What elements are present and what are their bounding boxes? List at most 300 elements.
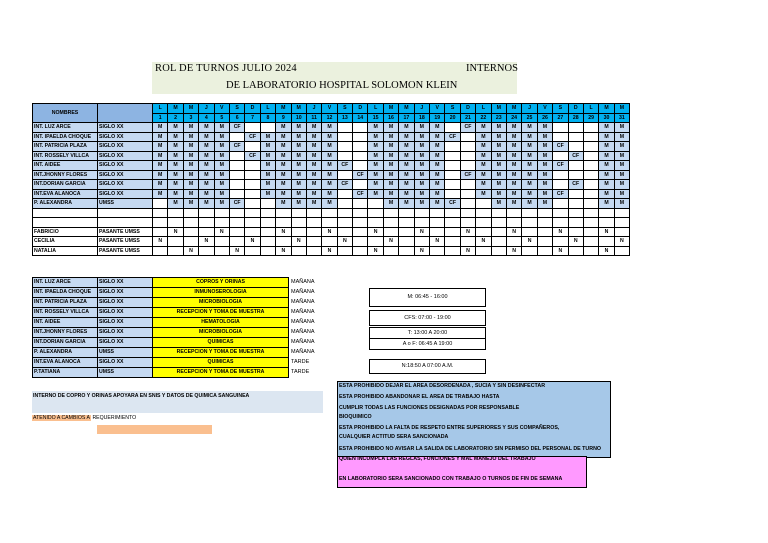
shift-cell: N: [614, 237, 629, 247]
shift-cell: [445, 170, 460, 180]
shift-cell: [383, 218, 398, 228]
shift-cell: [460, 132, 475, 142]
shift-cell: [260, 218, 275, 228]
schedule-row: [33, 237, 630, 247]
shift-cell: CF: [568, 151, 583, 161]
day-number: 27: [553, 113, 568, 123]
shift-cell: M: [599, 123, 614, 133]
shift-cell: [399, 237, 414, 247]
shift-cell: [553, 123, 568, 133]
day-number: 14: [353, 113, 368, 123]
shift-cell: [460, 180, 475, 190]
shift-m: M: 06:45 - 16:00: [369, 288, 486, 307]
shift-cell: [291, 227, 306, 237]
shift-cell: M: [476, 142, 491, 152]
shift-cell: M: [506, 180, 521, 190]
shift-cell: [337, 151, 352, 161]
shift-cell: M: [322, 123, 337, 133]
day-number: 16: [383, 113, 398, 123]
shift-cell: [276, 218, 291, 228]
day-letter: D: [353, 104, 368, 114]
day-number: 12: [322, 113, 337, 123]
shift-cell: [383, 227, 398, 237]
shift-cell: CF: [353, 189, 368, 199]
assignment-inst: SIGLO XX: [98, 358, 153, 368]
row-inst: PASANTE UMSS: [98, 237, 153, 247]
day-letter: M: [183, 104, 198, 114]
shift-cell: [168, 246, 183, 256]
page-title: ROL DE TURNOS JULIO 2024: [155, 63, 297, 74]
shift-cell: M: [491, 170, 506, 180]
shift-cell: [183, 208, 198, 218]
shift-cell: N: [460, 246, 475, 256]
shift-cell: N: [322, 246, 337, 256]
shift-cell: M: [430, 161, 445, 171]
day-letter: M: [168, 104, 183, 114]
shift-cell: [553, 170, 568, 180]
shift-cell: M: [414, 151, 429, 161]
shift-cell: [199, 218, 214, 228]
shift-cell: M: [214, 161, 229, 171]
shift-cell: M: [183, 132, 198, 142]
assignment-name: INT. ROSSELY VILLCA: [33, 308, 98, 318]
shift-cell: [260, 227, 275, 237]
shift-cell: CF: [553, 189, 568, 199]
shift-cell: M: [491, 199, 506, 209]
shift-cell: [276, 208, 291, 218]
shift-cell: [229, 132, 244, 142]
shift-cell: M: [537, 142, 552, 152]
shift-cell: [306, 246, 321, 256]
shift-cell: M: [291, 151, 306, 161]
shift-cell: [229, 161, 244, 171]
shift-cell: [445, 218, 460, 228]
assignment-area: RECEPCION Y TOMA DE MUESTRA: [153, 368, 289, 378]
shift-cell: [445, 142, 460, 152]
row-inst: [98, 208, 153, 218]
shift-cell: M: [368, 123, 383, 133]
day-letter: L: [583, 104, 598, 114]
shift-cell: [445, 189, 460, 199]
shift-cell: [260, 246, 275, 256]
rule-3: CUMPLIR TODAS LAS FUNCIONES DESIGNADAS POR RESPONSABLE: [339, 405, 520, 411]
shift-cell: [522, 208, 537, 218]
row-name: INT. IPAELDA CHOQUE: [33, 132, 98, 142]
assignment-name: P. ALEXANDRA: [33, 348, 98, 358]
shift-cell: N: [460, 227, 475, 237]
shift-cell: N: [553, 246, 568, 256]
shift-cell: M: [414, 189, 429, 199]
shift-cell: M: [168, 132, 183, 142]
shift-cell: M: [276, 132, 291, 142]
shift-cell: [245, 180, 260, 190]
shift-n: N:18:50 A 07:00 A.M.: [369, 359, 486, 374]
shift-cell: M: [291, 199, 306, 209]
shift-cell: [460, 151, 475, 161]
shift-cell: [491, 237, 506, 247]
shift-cell: M: [491, 123, 506, 133]
schedule-row: [33, 199, 630, 209]
row-name: INT. ROSSELY VILLCA: [33, 151, 98, 161]
shift-cell: M: [368, 142, 383, 152]
shift-cell: M: [260, 170, 275, 180]
shift-cell: M: [183, 189, 198, 199]
shift-cell: [445, 227, 460, 237]
shift-cell: N: [183, 246, 198, 256]
day-letter: M: [276, 104, 291, 114]
shift-cell: [522, 227, 537, 237]
shift-cell: M: [383, 161, 398, 171]
shift-cell: CF: [229, 142, 244, 152]
shift-cell: M: [599, 199, 614, 209]
assignment-area: RECEPCION Y TOMA DE MUESTRA: [153, 308, 289, 318]
shift-cell: M: [183, 161, 198, 171]
shift-cell: [568, 189, 583, 199]
shift-cell: N: [383, 237, 398, 247]
shift-cell: M: [506, 123, 521, 133]
shift-cell: CF: [245, 151, 260, 161]
schedule-row: [33, 142, 630, 152]
shift-cell: N: [506, 227, 521, 237]
shift-cell: M: [476, 180, 491, 190]
shift-cell: M: [537, 123, 552, 133]
row-name: INT.DORIAN GARCIA: [33, 180, 98, 190]
shift-cell: [583, 246, 598, 256]
shift-cell: M: [614, 123, 629, 133]
assignment-name: P.TATIANA: [33, 368, 98, 378]
row-name: P. ALEXANDRA: [33, 199, 98, 209]
schedule-row: [33, 246, 630, 256]
page-subtitle: DE LABORATORIO HOSPITAL SOLOMON KLEIN: [226, 80, 458, 91]
shift-cell: M: [214, 151, 229, 161]
shift-cell: M: [368, 161, 383, 171]
assignment-area: QUIMICAS: [153, 358, 289, 368]
shift-cell: [153, 227, 168, 237]
assignment-turno: MAÑANA: [291, 289, 315, 295]
shift-cell: [260, 123, 275, 133]
shift-cell: [445, 123, 460, 133]
shift-cell: [383, 246, 398, 256]
shift-cell: [353, 161, 368, 171]
assignment-row: [33, 318, 339, 328]
shift-cell: M: [199, 123, 214, 133]
shift-cell: [506, 208, 521, 218]
shift-cell: M: [322, 189, 337, 199]
shift-cell: [153, 208, 168, 218]
shift-cell: CF: [245, 132, 260, 142]
shift-cell: M: [153, 161, 168, 171]
shift-cell: M: [491, 180, 506, 190]
shift-cell: M: [153, 180, 168, 190]
shift-cell: [276, 237, 291, 247]
shift-cell: [229, 208, 244, 218]
shift-cell: M: [276, 199, 291, 209]
shift-cell: [537, 246, 552, 256]
shift-cell: M: [506, 151, 521, 161]
shift-cell: M: [199, 199, 214, 209]
shift-cell: M: [599, 161, 614, 171]
row-inst: SIGLO XX: [98, 142, 153, 152]
shift-cell: M: [430, 180, 445, 190]
shift-cell: M: [491, 189, 506, 199]
shift-t: T: 13:00 A 20:00: [369, 327, 486, 339]
shift-cell: N: [322, 227, 337, 237]
day-number: 29: [583, 113, 598, 123]
day-number: 9: [276, 113, 291, 123]
shift-cell: N: [414, 246, 429, 256]
rule-9: EN LABORATORIO SERA SANCIONADO CON TRABAJO O TURNOS DE FIN DE SEMANA: [339, 476, 563, 482]
day-letter: M: [491, 104, 506, 114]
row-inst: SIGLO XX: [98, 161, 153, 171]
shift-cell: [430, 246, 445, 256]
shift-cell: M: [614, 170, 629, 180]
shift-cell: [414, 237, 429, 247]
assignment-name: INT. PATRICIA PLAZA: [33, 298, 98, 308]
shift-cell: M: [476, 151, 491, 161]
copro-note: INTERNO DE COPRO Y ORINAS APOYARA EN SNIS Y DATOS DE QUIMICA SANGUINEA: [32, 391, 323, 413]
shift-cell: M: [291, 189, 306, 199]
shift-cell: [337, 199, 352, 209]
rule-5: ESTA PROHIBIDO LA FALTA DE RESPETO ENTRE SUPERIORES Y SUS COMPAÑEROS,: [339, 425, 560, 431]
shift-cell: [476, 227, 491, 237]
shift-cell: [214, 246, 229, 256]
assignment-inst: SIGLO XX: [98, 328, 153, 338]
shift-cell: [291, 208, 306, 218]
shift-cell: M: [614, 151, 629, 161]
shift-cell: M: [537, 180, 552, 190]
shift-cell: [229, 151, 244, 161]
shift-cell: [491, 246, 506, 256]
day-number: 8: [260, 113, 275, 123]
shift-aof: A o F: 06:45 A 19:00: [369, 338, 486, 350]
shift-cell: [229, 237, 244, 247]
shift-cell: M: [276, 161, 291, 171]
shift-cell: [306, 208, 321, 218]
shift-cell: M: [214, 189, 229, 199]
rule-1: ESTA PROHIBIDO DEJAR EL AREA DESORDENADA , SUCIA Y SIN DESINFECTAR: [339, 383, 546, 389]
shift-cell: [537, 208, 552, 218]
shift-cell: M: [214, 199, 229, 209]
shift-cell: [583, 132, 598, 142]
shift-cell: [337, 123, 352, 133]
day-number: 15: [368, 113, 383, 123]
day-letter: V: [537, 104, 552, 114]
shift-cell: M: [399, 170, 414, 180]
shift-cell: [414, 208, 429, 218]
assignment-turno: MAÑANA: [291, 319, 315, 325]
day-letter: D: [460, 104, 475, 114]
shift-cell: [583, 170, 598, 180]
row-inst: PASANTE UMSS: [98, 246, 153, 256]
day-letter: V: [322, 104, 337, 114]
shift-cell: M: [430, 199, 445, 209]
shift-cell: [445, 180, 460, 190]
shift-cell: [460, 199, 475, 209]
shift-cell: N: [245, 237, 260, 247]
shift-cell: M: [522, 170, 537, 180]
shift-cell: [568, 123, 583, 133]
shift-cell: M: [260, 161, 275, 171]
shift-cell: M: [260, 180, 275, 190]
shift-cell: [614, 208, 629, 218]
shift-cell: N: [599, 246, 614, 256]
shift-cell: M: [183, 151, 198, 161]
assignment-area: MICROBIOLOGIA: [153, 298, 289, 308]
assignment-inst: SIGLO XX: [98, 338, 153, 348]
day-letter: S: [337, 104, 352, 114]
shift-cell: M: [260, 142, 275, 152]
shift-cell: M: [306, 170, 321, 180]
row-inst: SIGLO XX: [98, 123, 153, 133]
shift-cell: M: [614, 189, 629, 199]
shift-cell: [553, 199, 568, 209]
assignment-name: INT.EVA ALANOCA: [33, 358, 98, 368]
shift-cell: M: [430, 142, 445, 152]
assignment-row: [33, 278, 339, 288]
shift-cell: [229, 189, 244, 199]
day-number: 18: [414, 113, 429, 123]
shift-cell: [368, 218, 383, 228]
shift-cell: [368, 208, 383, 218]
shift-cell: [245, 170, 260, 180]
shift-cell: M: [214, 142, 229, 152]
row-inst: SIGLO XX: [98, 170, 153, 180]
shift-cell: M: [276, 123, 291, 133]
shift-cell: M: [599, 170, 614, 180]
shift-cell: M: [322, 170, 337, 180]
day-number: 24: [506, 113, 521, 123]
shift-cell: [399, 227, 414, 237]
shift-cell: M: [322, 161, 337, 171]
shift-cell: [153, 218, 168, 228]
day-letter: M: [614, 104, 629, 114]
shift-cell: N: [368, 246, 383, 256]
shift-cell: [445, 151, 460, 161]
shift-cell: M: [214, 170, 229, 180]
shift-cell: M: [476, 170, 491, 180]
shift-cell: [568, 218, 583, 228]
shift-cell: [522, 218, 537, 228]
shift-cell: M: [168, 151, 183, 161]
day-number: 20: [445, 113, 460, 123]
shift-cell: N: [153, 237, 168, 247]
shift-cell: N: [337, 237, 352, 247]
shift-cell: N: [414, 227, 429, 237]
assignment-inst: SIGLO XX: [98, 308, 153, 318]
shift-cell: CF: [337, 161, 352, 171]
shift-cell: N: [291, 237, 306, 247]
shift-cell: M: [414, 161, 429, 171]
changes-note: [32, 414, 136, 423]
assignment-name: INT. IPAELDA CHOQUE: [33, 288, 98, 298]
shift-cell: M: [522, 142, 537, 152]
shift-cell: [168, 237, 183, 247]
day-letter: L: [476, 104, 491, 114]
shift-cell: [245, 246, 260, 256]
shift-cell: [245, 208, 260, 218]
shift-cell: M: [383, 142, 398, 152]
shift-cell: [553, 132, 568, 142]
shift-cell: [229, 227, 244, 237]
shift-cell: [229, 170, 244, 180]
shift-cell: M: [291, 142, 306, 152]
shift-cell: M: [153, 132, 168, 142]
shift-cell: M: [614, 161, 629, 171]
day-letter: D: [245, 104, 260, 114]
shift-cell: M: [414, 199, 429, 209]
header-nombres: NOMBRES: [33, 104, 98, 123]
rule-2: ESTA PROHIBIDO ABANDONAR EL AREA DE TRABAJO HASTA: [339, 394, 500, 400]
shift-cell: [260, 199, 275, 209]
shift-cell: M: [537, 189, 552, 199]
shift-cell: M: [306, 180, 321, 190]
row-inst: SIGLO XX: [98, 180, 153, 190]
shift-cell: N: [276, 246, 291, 256]
assignment-area: MICROBIOLOGIA: [153, 328, 289, 338]
orange-bar: [97, 425, 212, 434]
assignment-turno: MAÑANA: [291, 279, 315, 285]
shift-cell: [353, 218, 368, 228]
shift-cell: [537, 218, 552, 228]
day-letter: J: [414, 104, 429, 114]
shift-cell: M: [199, 180, 214, 190]
shift-cell: M: [476, 123, 491, 133]
row-name: FABRICIO: [33, 227, 98, 237]
shift-cell: [445, 161, 460, 171]
changes-value: REQUERIMIENTO: [92, 415, 137, 421]
day-number: 5: [214, 113, 229, 123]
shift-cell: CF: [229, 123, 244, 133]
day-number: 4: [199, 113, 214, 123]
shift-cell: M: [506, 132, 521, 142]
shift-cell: M: [306, 161, 321, 171]
shift-cell: [460, 189, 475, 199]
assignment-row: [33, 308, 339, 318]
shift-cell: [199, 246, 214, 256]
shift-cell: M: [306, 189, 321, 199]
shift-cell: CF: [229, 199, 244, 209]
shift-cell: [476, 199, 491, 209]
day-number: 19: [430, 113, 445, 123]
shift-cell: M: [168, 199, 183, 209]
day-number: 3: [183, 113, 198, 123]
assignment-row: [33, 338, 339, 348]
assignment-area: QUIMICAS: [153, 338, 289, 348]
shift-cell: [368, 199, 383, 209]
shift-cell: M: [522, 180, 537, 190]
assignment-name: INT.DORIAN GARCIA: [33, 338, 98, 348]
assignment-turno: MAÑANA: [291, 339, 315, 345]
shift-cell: M: [260, 189, 275, 199]
shift-cell: N: [214, 227, 229, 237]
shift-cell: [306, 218, 321, 228]
shift-cell: [322, 218, 337, 228]
shift-cell: [245, 199, 260, 209]
day-letter: S: [445, 104, 460, 114]
schedule-row: [33, 123, 630, 133]
day-letter: J: [199, 104, 214, 114]
shift-cell: M: [199, 132, 214, 142]
assignment-turno: MAÑANA: [291, 349, 315, 355]
shift-cell: [229, 218, 244, 228]
shift-cell: M: [214, 132, 229, 142]
row-name: INT. LUZ ARCE: [33, 123, 98, 133]
shift-cell: M: [306, 132, 321, 142]
schedule-row: [33, 227, 630, 237]
rule-7: ESTA PROHIBIDO NO AVISAR LA SALIDA DE LABORATORIO SIN PERMISO DEL PERSONAL DE TURNO: [339, 446, 602, 452]
shift-cell: M: [368, 189, 383, 199]
row-name: [33, 208, 98, 218]
